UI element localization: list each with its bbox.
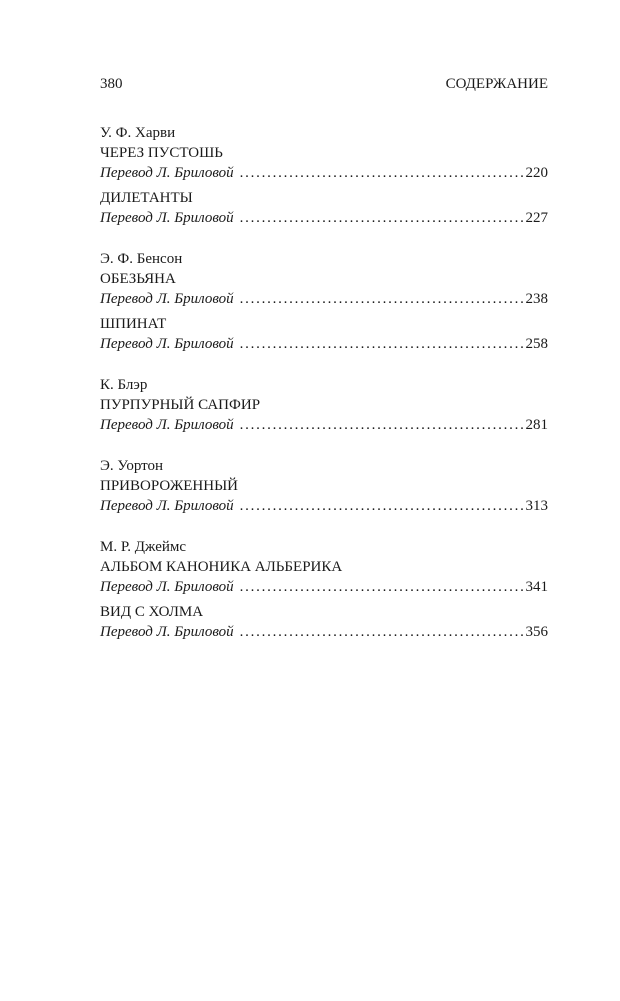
toc-entry[interactable] xyxy=(100,395,548,435)
page-ref: 281 xyxy=(525,417,548,433)
dot-leader xyxy=(240,289,524,309)
author-name: Э. Ф. Бенсон xyxy=(100,251,183,267)
translator: Перевод Л. Бриловой xyxy=(100,165,234,181)
toc-entry[interactable] xyxy=(100,602,548,642)
dot-leader xyxy=(240,415,524,435)
author-name: Э. Уортон xyxy=(100,458,164,474)
author-name: К. Блэр xyxy=(100,377,148,393)
translator-line xyxy=(100,496,548,516)
story-title: АЛЬБОМ КАНОНИКА АЛЬБЕРИКА xyxy=(100,559,343,575)
page-header xyxy=(100,76,548,93)
toc-entry[interactable] xyxy=(100,188,548,228)
page-ref: 258 xyxy=(525,336,548,352)
dot-leader xyxy=(240,334,524,354)
dot-leader xyxy=(240,622,524,642)
table-of-contents xyxy=(100,123,548,663)
dot-leader xyxy=(240,496,524,516)
author-name: М. Р. Джеймс xyxy=(100,539,187,555)
story-title: ШПИНАТ xyxy=(100,316,167,332)
author-group xyxy=(100,375,548,435)
story-title: ЧЕРЕЗ ПУСТОШЬ xyxy=(100,145,223,161)
translator: Перевод Л. Бриловой xyxy=(100,210,234,226)
dot-leader xyxy=(240,577,524,597)
running-head: СОДЕРЖАНИЕ xyxy=(445,76,548,92)
story-title: ОБЕЗЬЯНА xyxy=(100,271,176,287)
translator: Перевод Л. Бриловой xyxy=(100,624,234,640)
translator: Перевод Л. Бриловой xyxy=(100,417,234,433)
story-title: ДИЛЕТАНТЫ xyxy=(100,190,193,206)
author-group xyxy=(100,123,548,228)
toc-entry[interactable] xyxy=(100,557,548,597)
author-group xyxy=(100,537,548,642)
page-ref: 313 xyxy=(525,498,548,514)
toc-entry[interactable] xyxy=(100,143,548,183)
toc-entry[interactable] xyxy=(100,476,548,516)
author-group xyxy=(100,249,548,354)
translator-line xyxy=(100,289,548,309)
page-ref: 227 xyxy=(525,210,548,226)
dot-leader xyxy=(240,163,524,183)
translator-line xyxy=(100,622,548,642)
page-ref: 238 xyxy=(525,291,548,307)
author-name: У. Ф. Харви xyxy=(100,125,176,141)
page-ref: 341 xyxy=(525,579,548,595)
translator-line xyxy=(100,415,548,435)
dot-leader xyxy=(240,208,524,228)
toc-entry[interactable] xyxy=(100,314,548,354)
story-title: ПРИВОРОЖЕННЫЙ xyxy=(100,478,239,494)
translator: Перевод Л. Бриловой xyxy=(100,498,234,514)
translator: Перевод Л. Бриловой xyxy=(100,579,234,595)
translator-line xyxy=(100,577,548,597)
story-title: ПУРПУРНЫЙ САПФИР xyxy=(100,397,261,413)
page-ref: 356 xyxy=(525,624,548,640)
translator-line xyxy=(100,334,548,354)
translator: Перевод Л. Бриловой xyxy=(100,291,234,307)
story-title: ВИД С ХОЛМА xyxy=(100,604,204,620)
author-group xyxy=(100,456,548,516)
toc-entry[interactable] xyxy=(100,269,548,309)
translator: Перевод Л. Бриловой xyxy=(100,336,234,352)
page-number: 380 xyxy=(100,76,123,92)
translator-line xyxy=(100,208,548,228)
page-ref: 220 xyxy=(525,165,548,181)
translator-line xyxy=(100,163,548,183)
